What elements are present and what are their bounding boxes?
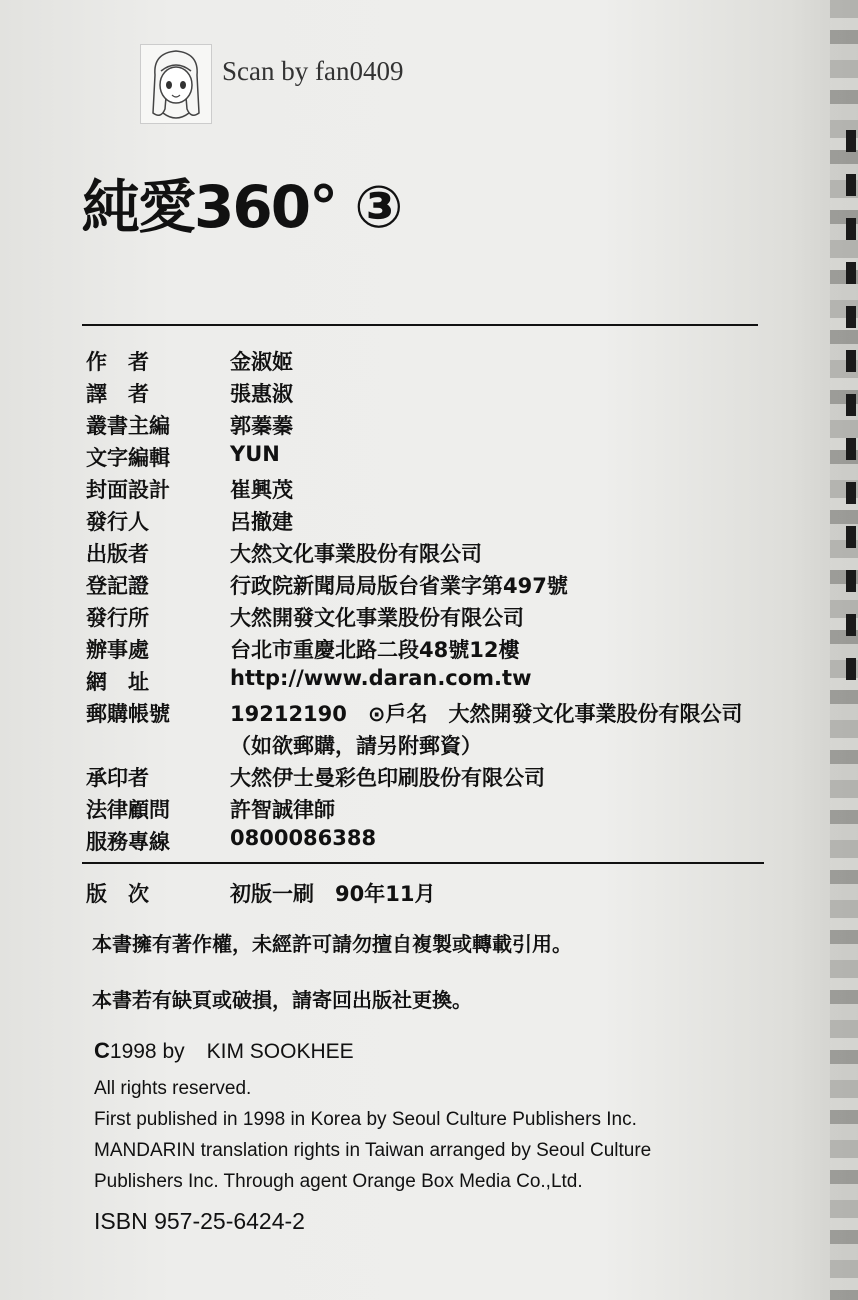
credit-row [86,634,786,666]
credit-value: 郭蓁蓁 [230,414,293,438]
copyright-author: KIM SOOKHEE [206,1040,354,1063]
credit-value: （如欲郵購，請另附郵資） [230,734,482,758]
credit-value: 大然文化事業股份有限公司 [230,542,482,566]
credit-value: 崔興茂 [230,478,293,502]
copyright-symbol: C [94,1038,110,1063]
credit-label: 法律顧問 [86,798,170,822]
credit-value: http://www.daran.com.tw [230,666,532,690]
credit-value: 0800086388 [230,826,377,850]
credit-label: 服務專線 [86,830,170,854]
credits-list [86,346,786,858]
credit-row [86,730,786,762]
girl-face-icon [140,44,212,124]
credit-row [86,762,786,794]
credit-value: 行政院新聞局局版台省業字第497號 [230,574,568,598]
scan-watermark [140,44,440,124]
scan-credit-text: Scan by fan0409 [222,56,404,86]
credit-label: 郵購帳號 [86,702,170,726]
credit-row [86,666,786,698]
copyright-notice: 本書擁有著作權，未經許可請勿擅自複製或轉載引用。 [92,932,572,956]
credit-value: 大然伊士曼彩色印刷股份有限公司 [230,766,545,790]
rights-line: All rights reserved. [94,1078,252,1099]
book-title: 純愛360° ③ [82,173,402,241]
credit-row [86,570,786,602]
credit-row [86,794,786,826]
credit-label: 叢書主編 [86,414,170,438]
credit-value: 19212190 ⊙戶名 大然開發文化事業股份有限公司 [230,702,743,726]
first-published-line: First published in 1998 in Korea by Seoul Culture Publishers Inc. [94,1109,637,1130]
translation-rights-line: MANDARIN translation rights in Taiwan arranged by Seoul Culture [94,1140,652,1161]
credit-row [86,346,786,378]
credit-value: 大然開發文化事業股份有限公司 [230,606,524,630]
credit-value: 許智誠律師 [230,798,335,822]
credit-label: 譯 者 [86,382,149,406]
credit-label: 封面設計 [86,478,170,502]
credit-row [86,538,786,570]
credit-label: 出版者 [86,542,149,566]
credit-row [86,474,786,506]
edition-value: 初版一刷 90年11月 [230,882,436,906]
credit-value: 金淑姬 [230,350,293,374]
credit-value: 呂撤建 [230,510,293,534]
credit-value: YUN [230,442,280,466]
credit-label: 發行人 [86,510,149,534]
credit-row [86,442,786,474]
copyright-line [94,1038,784,1078]
credit-label: 發行所 [86,606,149,630]
credit-label: 登記證 [86,574,149,598]
credit-row [86,506,786,538]
edition-label: 版 次 [86,882,149,906]
credit-label: 網 址 [86,670,149,694]
credit-value: 台北市重慶北路二段48號12樓 [230,638,520,662]
credit-row [86,378,786,410]
credit-label: 辦事處 [86,638,149,662]
divider-bottom [82,862,764,864]
divider-top [82,324,758,326]
agent-line: Publishers Inc. Through agent Orange Box Media Co.,Ltd. [94,1171,583,1192]
credit-label: 文字編輯 [86,446,170,470]
credit-row [86,602,786,634]
credit-label: 作 者 [86,350,149,374]
english-copyright-block [94,1038,784,1239]
defect-notice: 本書若有缺頁或破損，請寄回出版社更換。 [92,988,472,1012]
isbn: ISBN 957-25-6424-2 [94,1208,305,1234]
copyright-year: 1998 by [109,1040,185,1063]
credit-row [86,410,786,442]
credit-value: 張惠淑 [230,382,293,406]
credit-label: 承印者 [86,766,149,790]
credit-row [86,698,786,730]
page-edge-marks [846,130,856,702]
edition-row [86,878,786,910]
credit-row [86,826,786,858]
